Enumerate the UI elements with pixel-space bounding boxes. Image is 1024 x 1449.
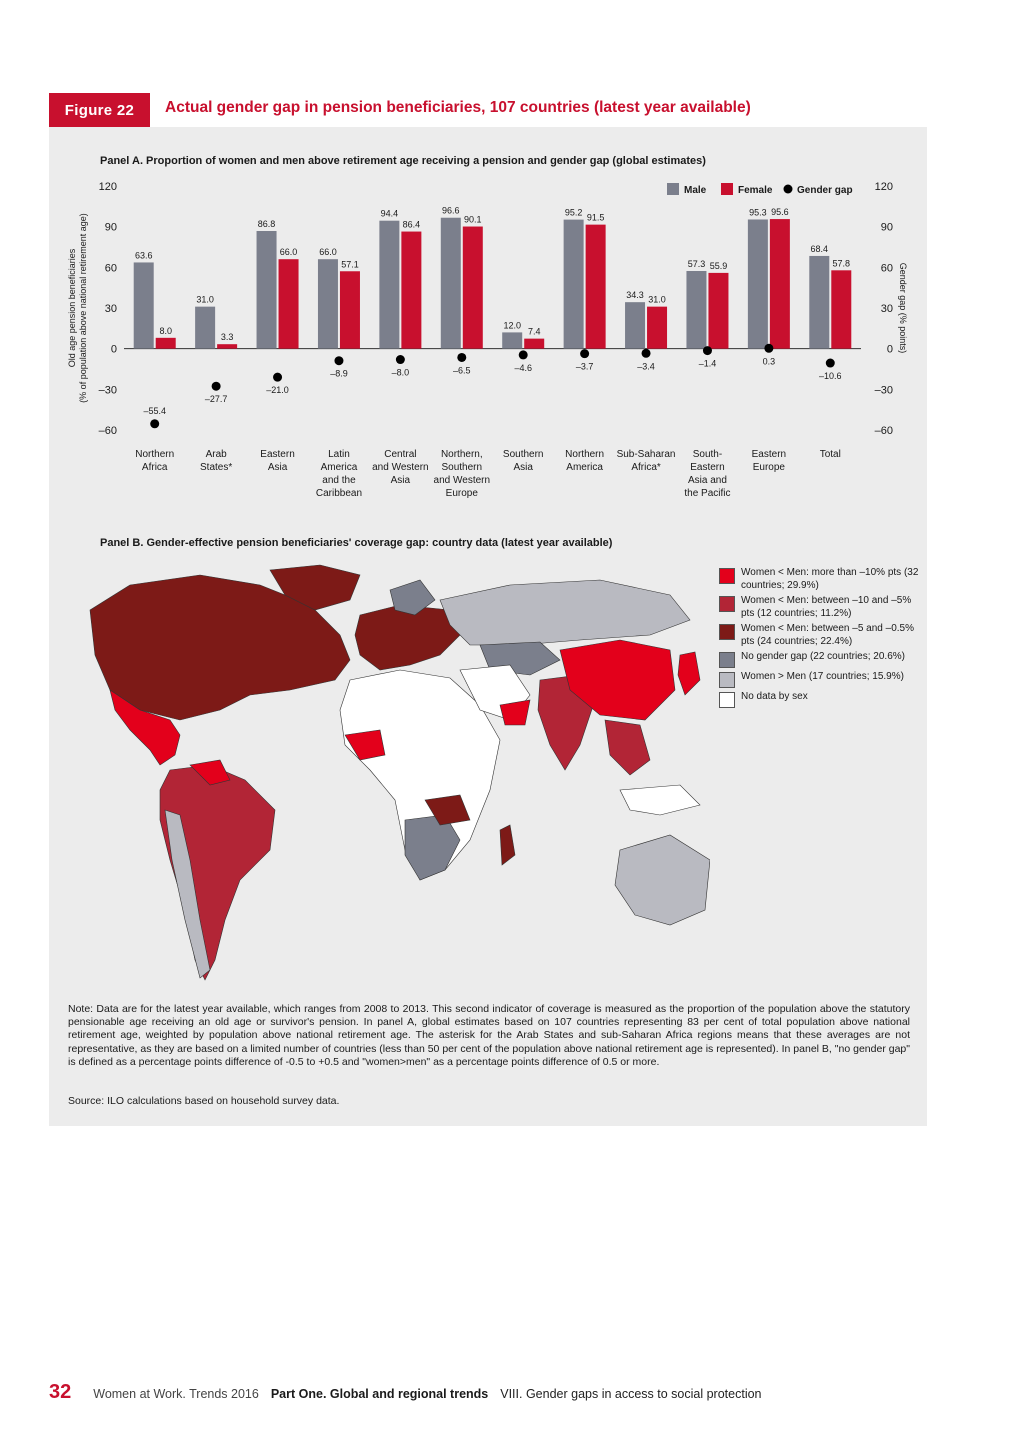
data-label-male: 96.6	[442, 205, 460, 216]
legend-marker-gap	[784, 185, 793, 194]
data-label-female: 7.4	[527, 326, 541, 337]
data-label-gap: –6.5	[453, 365, 471, 376]
legend-item-more-than-10	[719, 567, 919, 592]
y-tick-right: 60	[880, 262, 893, 275]
bar-female	[156, 338, 176, 349]
legend-swatch-female	[721, 183, 733, 195]
legend-swatch	[719, 692, 735, 708]
data-label-male: 57.3	[687, 258, 706, 269]
y-tick-left: 30	[104, 303, 117, 315]
data-label-gap: –27.7	[204, 394, 228, 405]
map-region-indonesia	[620, 785, 700, 815]
gender-gap-point	[212, 382, 221, 391]
y-tick-right: –60	[874, 425, 893, 437]
data-label-male: 95.3	[749, 207, 767, 218]
figure-title: Actual gender gap in pension beneficiaries, 107 countries (latest year available)	[165, 99, 751, 116]
category-label: Total	[819, 449, 841, 460]
legend-swatch	[719, 652, 735, 668]
legend-item-no-gap	[719, 651, 919, 668]
category-label: Latin	[328, 449, 350, 460]
data-label-gap: –3.7	[575, 361, 594, 372]
category-label: States*	[200, 462, 233, 473]
bar-female	[340, 271, 360, 348]
part-title: Part One. Global and regional trends	[270, 1387, 489, 1401]
bar-male	[625, 302, 645, 348]
y-tick-right: 120	[874, 181, 893, 193]
bar-female	[708, 273, 728, 349]
figure-label: Figure 22	[49, 93, 150, 127]
y-tick-right: –30	[874, 384, 893, 397]
data-label-male: 94.4	[380, 208, 399, 219]
data-label-male: 63.6	[134, 250, 153, 261]
section-title: VIII. Gender gaps in access to social protection	[500, 1387, 762, 1401]
y-tick-right: 30	[880, 303, 893, 315]
legend-label: Women < Men: between –5 and –0.5% pts (24 countries; 22.4%)	[741, 623, 914, 647]
map-region-southeast-asia	[605, 720, 650, 775]
y-tick-right: 90	[880, 221, 893, 234]
data-label-female: 57.1	[341, 259, 359, 270]
data-label-female: 90.1	[464, 214, 482, 225]
category-label: Southern	[502, 449, 544, 460]
page-footer	[49, 1381, 762, 1404]
data-label-gap: –55.4	[143, 405, 166, 416]
data-label-male: 12.0	[503, 320, 521, 331]
legend-item-10-to-5	[719, 595, 919, 620]
gender-gap-point	[519, 350, 528, 359]
legend-swatch	[719, 596, 735, 612]
y-tick-left: 60	[104, 262, 117, 275]
data-label-female: 66.0	[279, 247, 298, 258]
legend-item-women-greater	[719, 671, 919, 688]
panel-a-chart	[49, 170, 927, 510]
book-title: Women at Work. Trends 2016	[93, 1387, 259, 1401]
category-label: Caribbean	[315, 488, 363, 499]
bar-male	[318, 259, 338, 348]
y-axis-label-left: (% of population above national retirement age)	[78, 213, 88, 403]
map-region-west-africa	[345, 730, 385, 760]
category-label: Europe	[445, 488, 478, 499]
data-label-gap: 0.3	[762, 356, 776, 367]
category-label: and Western	[433, 475, 491, 486]
bar-male	[441, 218, 461, 349]
category-label: Eastern	[260, 449, 295, 460]
legend-label: Women < Men: more than –10% pts (32 countries; 29.9%)	[741, 567, 919, 591]
gender-gap-point	[334, 356, 343, 365]
legend-swatch	[719, 624, 735, 640]
category-label: Africa*	[631, 462, 661, 473]
category-label: Asia and	[687, 475, 727, 486]
category-label: Northern	[135, 449, 175, 460]
y-axis-label-right: Gender gap (% points)	[898, 262, 908, 354]
world-map	[60, 560, 710, 990]
figure-source: Source: ILO calculations based on household survey data.	[68, 1095, 340, 1107]
gender-gap-point	[396, 355, 405, 364]
y-tick-left: –30	[98, 384, 117, 397]
category-label: Eastern	[690, 462, 725, 473]
data-label-gap: –3.4	[637, 361, 655, 372]
map-region-madagascar	[500, 825, 515, 865]
bar-female	[524, 339, 544, 349]
data-label-female: 3.3	[220, 332, 234, 343]
data-label-female: 57.8	[832, 258, 851, 269]
bar-male	[134, 262, 154, 348]
legend-item-no-data	[719, 691, 919, 708]
bar-female	[586, 225, 606, 349]
data-label-male: 86.8	[257, 219, 276, 230]
category-label: Asia	[390, 475, 411, 486]
legend-label-gap: Gender gap	[797, 185, 853, 196]
data-label-female: 31.0	[648, 294, 666, 305]
data-label-female: 86.4	[402, 219, 421, 230]
bar-female	[279, 259, 299, 348]
gender-gap-point	[457, 353, 466, 362]
data-label-male: 66.0	[319, 247, 337, 258]
bar-female	[401, 232, 421, 349]
data-label-gap: –8.0	[391, 367, 410, 378]
map-region-europe	[355, 605, 460, 670]
panel-a-title: Panel A. Proportion of women and men above retirement age receiving a pension and gender gap (global estimates)	[100, 155, 706, 167]
panel-b-title: Panel B. Gender-effective pension beneficiaries' coverage gap: country data (latest year available)	[100, 537, 613, 549]
category-label: Eastern	[751, 449, 787, 460]
category-label: Asia	[267, 462, 288, 473]
bar-male	[686, 271, 706, 349]
bar-female	[217, 344, 237, 348]
legend-label: No data by sex	[741, 691, 808, 702]
data-label-gap: –8.9	[330, 368, 348, 379]
data-label-male: 34.3	[626, 290, 644, 301]
legend-label: No gender gap (22 countries; 20.6%)	[741, 651, 905, 662]
gender-gap-point	[826, 359, 835, 368]
data-label-female: 55.9	[709, 260, 728, 271]
gender-gap-point	[764, 344, 773, 353]
category-label: Sub-Saharan	[616, 449, 676, 460]
legend-swatch-male	[667, 183, 679, 195]
data-label-gap: –4.6	[514, 362, 532, 373]
category-label: America	[320, 462, 358, 473]
y-tick-right: 0	[886, 343, 893, 356]
category-label: and the	[322, 475, 356, 486]
legend-swatch	[719, 568, 735, 584]
bar-male	[379, 221, 399, 349]
category-label: the Pacific	[684, 488, 731, 499]
legend-label-female: Female	[738, 185, 773, 196]
bar-male	[809, 256, 829, 349]
gender-gap-point	[580, 349, 589, 358]
category-label: and Western	[372, 462, 429, 473]
category-label: America	[566, 462, 603, 473]
bar-male	[195, 307, 215, 349]
bar-female	[647, 307, 667, 349]
legend-item-5-to-0-5	[719, 623, 919, 648]
gender-gap-point	[642, 349, 651, 358]
map-region-japan	[678, 652, 700, 695]
data-label-female: 91.5	[586, 212, 605, 223]
data-label-female: 95.6	[771, 207, 789, 218]
gender-gap-point	[703, 346, 712, 355]
category-label: Arab	[205, 449, 227, 460]
gender-gap-point	[150, 419, 159, 428]
map-region-australia	[615, 835, 710, 925]
category-label: Africa	[141, 462, 168, 473]
bar-male	[257, 231, 277, 349]
bar-female	[463, 227, 483, 349]
bar-male	[748, 219, 768, 348]
category-label: Northern	[565, 449, 605, 460]
category-label: Southern	[441, 462, 483, 473]
category-label: Central	[384, 449, 417, 460]
legend-label-male: Male	[684, 185, 707, 196]
legend-swatch	[719, 672, 735, 688]
category-label: Europe	[752, 462, 785, 473]
data-label-gap: –10.6	[819, 371, 842, 382]
map-legend	[719, 567, 919, 711]
bar-female	[831, 270, 851, 348]
y-tick-left: –60	[98, 425, 117, 437]
bar-male	[502, 332, 522, 348]
legend-label: Women > Men (17 countries; 15.9%)	[741, 671, 904, 682]
data-label-gap: –21.0	[266, 385, 289, 396]
bar-female	[770, 219, 790, 349]
bar-male	[564, 220, 584, 349]
y-tick-left: 90	[104, 221, 117, 234]
y-axis-label-left: Old age pension beneficiaries	[67, 248, 77, 368]
legend-label: Women < Men: between –10 and –5% pts (12 countries; 11.2%)	[741, 595, 912, 619]
data-label-gap: –1.4	[698, 358, 717, 369]
data-label-female: 8.0	[159, 325, 172, 336]
category-label: South-	[692, 449, 723, 460]
figure-note: Note: Data are for the latest year available, which ranges from 2008 to 2013. This second indicator of coverage is measured as the proportion of the population above the statutory pensionable age receiving an old age or survivor's pension. In panel A, global estimates based on 107 countries representing 83 per cent of total population above national retirement age, weighted by population above national retirement age. The asterisk for the Arab States and sub-Saharan Africa regions means that these averages are not representative, as they are based on a limited number of countries (less than 50 per cent of the population above national retirement age is represented). In panel B, "no gender gap" is defined as a percentage points difference of -0.5 to +0.5 and "women>men" as a percentage points difference of 0.5 or more.	[68, 1003, 910, 1068]
map-region-russia	[440, 580, 690, 645]
category-label: Asia	[513, 462, 533, 473]
y-tick-left: 120	[98, 181, 117, 193]
data-label-male: 31.0	[196, 294, 214, 305]
data-label-male: 95.2	[564, 207, 583, 218]
gender-gap-point	[273, 373, 282, 382]
data-label-male: 68.4	[810, 243, 829, 254]
page-number: 32	[49, 1381, 72, 1403]
category-label: Northern,	[440, 449, 483, 460]
y-tick-left: 0	[110, 343, 117, 356]
